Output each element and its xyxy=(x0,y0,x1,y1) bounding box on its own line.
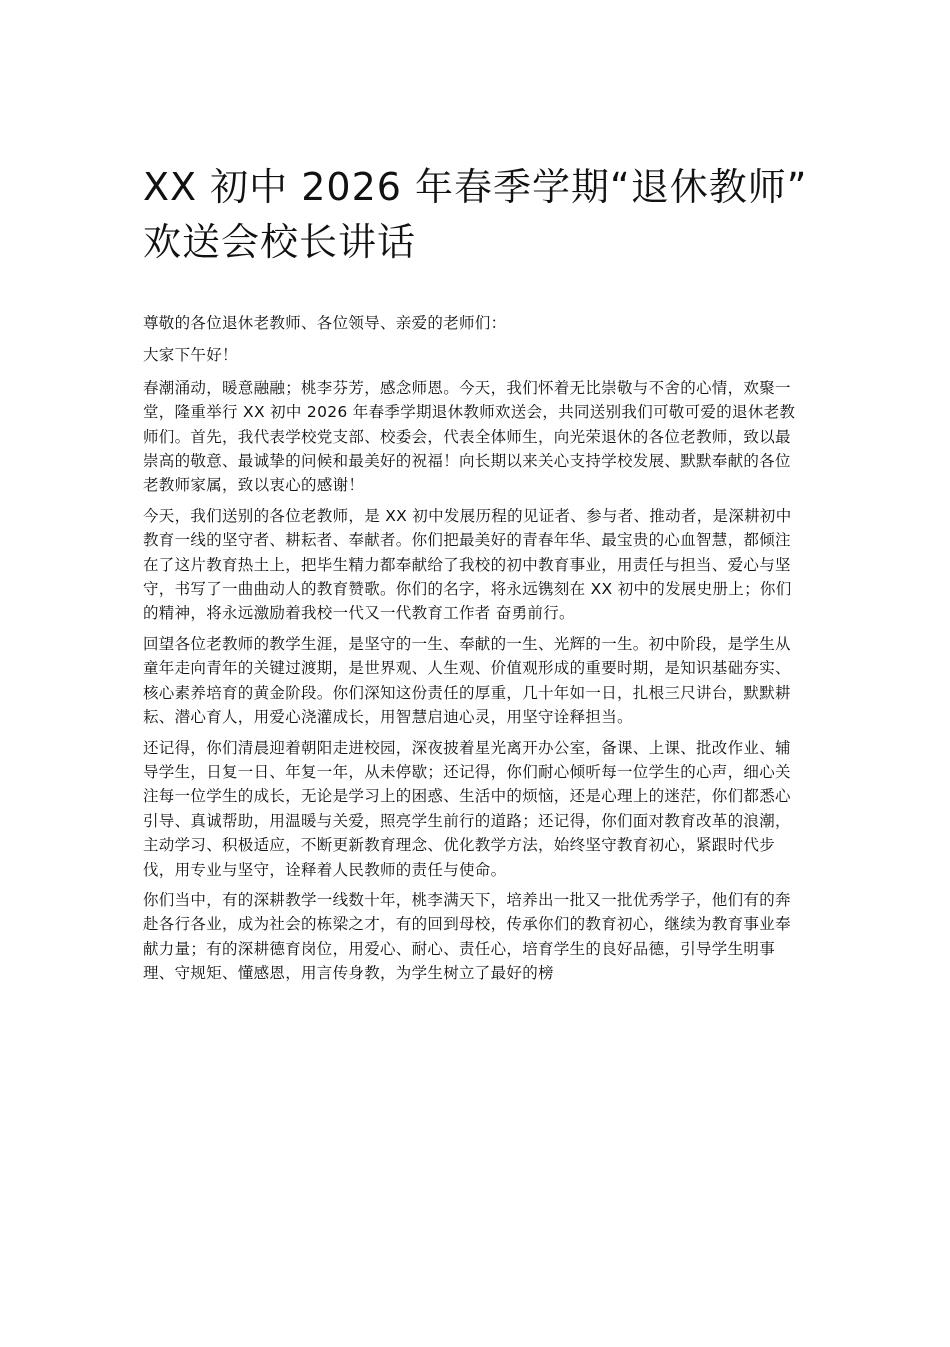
paragraph-tribute: 今天，我们送别的各位老教师，是 XX 初中发展历程的见证者、参与者、推动者，是深耕初中教育一线的坚守者、耕耘者、奉献者。你们把最美好的青春年华、最宝贵的心血智慧，都倾注在了这片教育热土上，把毕生精力都奉献给了我校的初中教育事业，用责任与担当、爱心与坚守，书写了一曲曲动人的教育赞歌。你们的名字，将永远镌刻在 XX 初中的发展史册上；你们的精神，将永远激励着我校一代又一代教育工作者 奋勇前行。 xyxy=(143,506,792,623)
document-body xyxy=(143,311,803,992)
greeting: 大家下午好！ xyxy=(143,346,238,365)
salutation: 尊敬的各位退休老教师、各位领导、亲爱的老师们： xyxy=(143,314,507,332)
paragraph-memories: 还记得，你们清晨迎着朝阳走进校园，深夜披着星光离开办公室，备课、上课、批改作业、辅导学生，日复一日、年复一年，从未停歇；还记得，你们耐心倾听每一位学生的心声，细心关注每一位学生的成长，无论是学习上的困惑、生活中的烦恼，还是心理上的迷茫，你们都悉心引导、真诚帮助，用温暖与关爱，照亮学生前行的道路；还记得，你们面对教育改革的浪潮，主动学习、积极适应，不断更新教育理念、优化教学方法，始终坚守教育初心，紧跟时代步伐，用专业与坚守，诠释着人民教师的责任与使命。 xyxy=(143,738,791,879)
document-title: XX 初中 2026 年春季学期“退休教师” 欢送会校长讲话 xyxy=(143,165,808,264)
paragraph-career: 回望各位老教师的教学生涯，是坚守的一生、奉献的一生、光辉的一生。初中阶段，是学生从童年走向青年的关键过渡期，是世界观、人生观、价值观形成的重要时期，是知识基础夯实、核心素养培育的黄金阶段。你们深知这份责任的厚重，几十年如一日，扎根三尺讲台，默默耕耘、潜心育人，用爱心浇灌成长，用智慧启迪心灵，用坚守诠释担当。 xyxy=(143,634,791,727)
paragraph-opening: 春潮涌动，暖意融融；桃李芬芳，感念师恩。今天，我们怀着无比崇敬与不舍的心情，欢聚一堂，隆重举行 XX 初中 2026 年春季学期退休教师欢送会，共同送别我们可敬可爱的退休老教师们。首先，我代表学校党支部、校委会，代表全体师生，向光荣退休的各位老教师，致以最崇高的敬意、最诚挚的问候和最美好的祝福！向长期以来关心支持学校发展、默默奉献的各位老教师家属，致以衷心的感谢！ xyxy=(143,378,796,495)
paragraph-achievements: 你们当中，有的深耕教学一线数十年，桃李满天下，培养出一批又一批优秀学子，他们有的奔赴各行各业，成为社会的栋梁之才，有的回到母校，传承你们的教育初心，继续为教育事业奉献力量；有的深耕德育岗位，用爱心、耐心、责任心，培育学生的良好品德，引导学生明事理、守规矩、懂感恩，用言传身教，为学生树立了最好的榜 xyxy=(143,890,791,983)
